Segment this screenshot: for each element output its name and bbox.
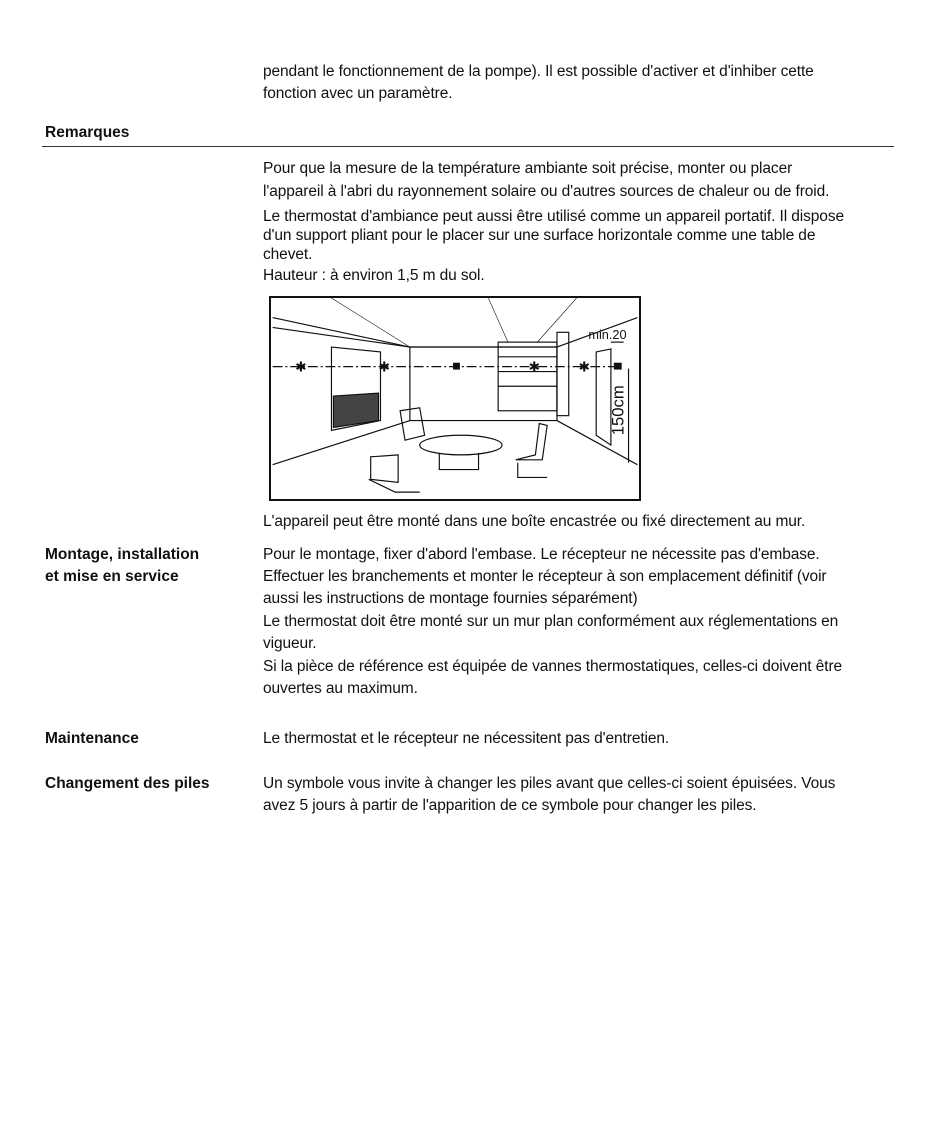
excluded-position-marker: ✱ bbox=[295, 359, 307, 376]
remarques-para2-line3: chevet. bbox=[263, 246, 313, 263]
piles-line: Un symbole vous invite à changer les piles avant que celles-ci soient épuisées. Vous bbox=[263, 775, 836, 792]
bookshelf bbox=[498, 342, 557, 411]
ceiling-line bbox=[273, 318, 410, 347]
remarques-para1-line2: l'appareil à l'abri du rayonnement solaire ou d'autres sources de chaleur ou de froid. bbox=[263, 183, 830, 200]
remarques-para2-line1: Le thermostat d'ambiance peut aussi être utilisé comme un appareil portatif. Il dispose bbox=[263, 208, 844, 225]
montage-line: aussi les instructions de montage fournies séparément) bbox=[263, 590, 638, 607]
excluded-position-marker: ✱ bbox=[578, 359, 591, 376]
sensor-marker bbox=[453, 363, 460, 370]
room-placement-illustration bbox=[269, 296, 641, 501]
montage-line: Si la pièce de référence est équipée de vannes thermostatiques, celles-ci doivent être bbox=[263, 658, 843, 675]
intro-line-2: fonction avec un paramètre. bbox=[263, 85, 453, 102]
floor-line bbox=[273, 421, 410, 465]
montage-line: vigueur. bbox=[263, 635, 317, 652]
chair bbox=[516, 424, 547, 478]
excluded-position-marker: ✱ bbox=[378, 359, 391, 376]
table bbox=[420, 435, 502, 455]
section-divider bbox=[42, 146, 894, 147]
excluded-position-marker: ✱ bbox=[528, 359, 541, 376]
montage-line: Le thermostat doit être monté sur un mur plan conformément aux réglementations en bbox=[263, 613, 839, 630]
section-heading-montage-line2: et mise en service bbox=[45, 568, 179, 585]
remarques-height-note: Hauteur : à environ 1,5 m du sol. bbox=[263, 267, 485, 284]
chair bbox=[369, 455, 420, 492]
montage-line: Effectuer les branchements et monter le récepteur à son emplacement définitif (voir bbox=[263, 568, 827, 585]
thermostat-marker bbox=[614, 363, 622, 370]
montage-line: ouvertes au maximum. bbox=[263, 680, 418, 697]
remarques-para2-line2: d'un support pliant pour le placer sur une surface horizontale comme une table de bbox=[263, 227, 816, 244]
montage-line: Pour le montage, fixer d'abord l'embase. Le récepteur ne nécessite pas d'embase. bbox=[263, 546, 820, 563]
section-heading-montage-line1: Montage, installation bbox=[45, 546, 200, 563]
back-wall bbox=[410, 347, 557, 421]
intro-line-1: pendant le fonctionnement de la pompe). Il est possible d'activer et d'inhiber cette bbox=[263, 63, 814, 80]
height-label: 150cm bbox=[608, 385, 628, 436]
remarques-mounting-note: L'appareil peut être monté dans une boîte encastrée ou fixé directement au mur. bbox=[263, 513, 806, 530]
min-distance-label: min.20 bbox=[588, 327, 627, 343]
remarques-para1-line1: Pour que la mesure de la température ambiante soit précise, monter ou placer bbox=[263, 160, 793, 177]
section-heading-maintenance: Maintenance bbox=[45, 730, 139, 747]
section-heading-piles: Changement des piles bbox=[45, 775, 210, 792]
piles-line: avez 5 jours à partir de l'apparition de ce symbole pour changer les piles. bbox=[263, 797, 757, 814]
maintenance-text: Le thermostat et le récepteur ne nécessitent pas d'entretien. bbox=[263, 730, 670, 747]
section-heading-remarques: Remarques bbox=[45, 124, 130, 141]
room-drawing bbox=[271, 298, 639, 499]
